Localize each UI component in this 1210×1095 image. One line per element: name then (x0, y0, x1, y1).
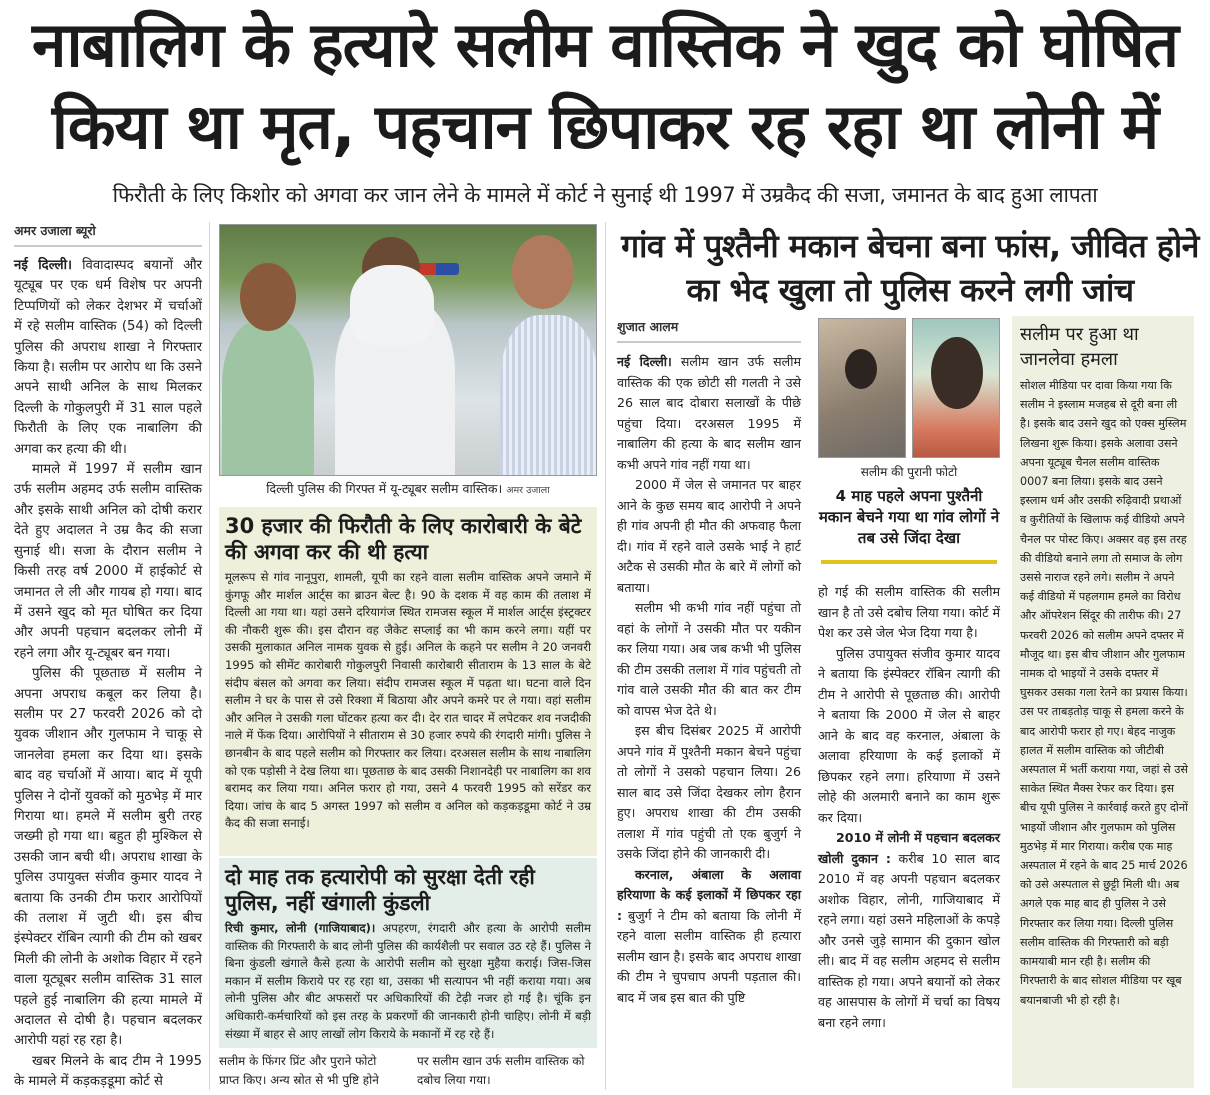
dateline: रिची कुमार, लोनी (गाजियाबाद)। (225, 921, 376, 935)
paragraph: नई दिल्ली। सलीम खान उर्फ सलीम वास्तिक की एक छोटी सी गलती ने उसे 26 साल बाद दोबारा सलाखों के पीछे पहुंचा दिया। दरअसल 1995 में नाबालिग की हत्या के बाद सलीम खान कभी अपने गांव नहीं गया था। (617, 354, 801, 472)
main-headline (0, 4, 1210, 168)
ransom-story-box (219, 507, 597, 856)
subheading: 2010 में लोनी में पहचान बदलकर खोली दुकान : (818, 830, 1000, 866)
officer-right-head (512, 235, 574, 309)
subheading: करनाल, अंबाला के अलावा हरियाणा के कई इलाकों में छिपकर रहा : (617, 866, 801, 923)
paragraph: मामले में 1997 में सलीम खान उर्फ सलीम अहमद उर्फ सलीम वास्तिक और इसके साथी अनिल को दोषी करार देते हुए अदालत ने उम्र कैद की सजा सुनाई थी। सजा के दौरान सलीम ने किसी तरह वर्ष 2000 में हाईकोर्ट से जमानत ले ली और गायब हो गया। बाद में उसने खुद को मृत घोषित कर दिया और अपनी पहचान बदलकर लोनी में रहने लगा और यू-ट्यूबर बन गया। (14, 462, 202, 661)
article-body (14, 256, 202, 1093)
face-cover-cloth (350, 265, 434, 345)
left-article (14, 222, 202, 1093)
box-story-body: रिची कुमार, लोनी (गाजियाबाद)। अपहरण, रंगदारी और हत्या के आरोपी सलीम वास्तिक की गिरफ्तारी के बाद लोनी पुलिस की कार्यशैली पर सवाल उठ रहे हैं। पुलिस ने बिना कुंडली खंगाले कैसे हत्या के आरोपी सलीम को सुरक्षा मुहैया कराई। जिस-जिस मकान में सलीम किराये पर रह रहा था, उसका भी सत्यापन भी नहीं कराया गया। अब लोनी पुलिस और बीट अफसरों पर अधिकारियों की टेढ़ी नजर हो गई है। चूंकि इन अधिकारी-कर्मचारियों को इस तरह के प्रकरणों की जानकारी होनी चाहिए। लोनी में बड़ी संख्या में बाहर से आए लाखों लोग किराये के मकानों में रह रहे हैं। (225, 921, 591, 1041)
old-photo-bearded (912, 318, 1000, 458)
paragraph: पुलिस उपायुक्त संजीव कुमार यादव ने बताया कि इंस्पेक्टर रॉबिन त्यागी की टीम ने आरोपी से पूछताछ की। आरोपी ने बताया कि 2000 में जेल से बाहर आने के बाद वह करनाल, अंबाला के अलावा हरियाणा के कई इलाकों में छिपकर रहने लगा। हरियाणा में उसने लोहे की अलमारी बनाने का काम शुरू कर दिया। (818, 645, 1000, 825)
paragraph: खबर मिलने के बाद टीम ने 1995 के मामले में कड़कड़डूमा कोर्ट से (14, 1053, 202, 1090)
old-photos-headline: 4 माह पहले अपना पुश्तैनी मकान बेचने गया था गांव लोगों ने तब उसे जिंदा देखा (818, 487, 1000, 547)
photo-credit: अमर उजाला (506, 485, 550, 496)
photo-head (931, 337, 983, 409)
continuation-part-1: सलीम के फिंगर प्रिंट और पुराने फोटो प्राप्त किए। अन्य स्रोत से भी पुष्टि होने (219, 1054, 379, 1087)
police-protection-box (219, 858, 597, 1048)
paragraph: इस बीच दिसंबर 2025 में आरोपी अपने गांव में पुश्तैनी मकान बेचने पहुंचा तो लोगों ने उसको पहचान लिया। 26 साल बाद उसे जिंदा देखकर लोग हैरान हुए। अपराध शाखा की टीम उसकी तलाश में गांव पहुंची तो एक बुजुर्ग ने उसके जिंदा होने की जानकारी दी। (617, 723, 801, 861)
byline: अमर उजाला ब्यूरो (14, 222, 202, 247)
paragraph: 2000 में जेल से जमानत पर बाहर आने के कुछ समय बाद आरोपी ने अपने ही गांव अपनी ही मौत की अफवाह फैला दी। गांव में रहने वाले उसके भाई ने हार्ट अटैक से उसकी मौत के बारे में लोगों को बताया। (617, 477, 801, 595)
article-body (617, 352, 801, 1008)
officer-left-head (240, 263, 296, 331)
paragraph: करनाल, अंबाला के अलावा हरियाणा के कई इलाकों में छिपकर रहा : बुजुर्ग ने टीम को बताया कि लोनी में रहने वाला सलीम वास्तिक ही हत्यारा सलीम खान है। इसके बाद अपराध शाखा की टीम ने चुपचाप अपनी पड़ताल की। बाद में जब इस बात की पुष्टि (617, 866, 801, 1005)
paragraph: 2010 में लोनी में पहचान बदलकर खोली दुकान : करीब 10 साल बाद 2010 में वह अपनी पहचान बदलकर अशोक विहार, लोनी, गाजियाबाद में रहने लगा। यहां उसने महिलाओं के कपड़े और उनसे जुड़े सामान की दुकान खोल ली। बाद में वह सलीम अहमद से सलीम वास्तिक हो गया। अपने बयानों को लेकर वह आसपास के लोगों में चर्चा का विषय बना रहने लगा। (818, 830, 1000, 1030)
paragraph: नई दिल्ली। विवादास्पद बयानों और यूट्यूब पर एक धर्म विशेष पर अपनी टिप्पणियों को लेकर देशभर में चर्चाओं में रहे सलीम वास्तिक (54) को दिल्ली पुलिस की अपराध शाखा ने गिरफ्तार किया है। सलीम पर आरोप था कि उसने अपने साथी अनिल के साथ मिलकर दिल्ली के गोकुलपुरी में 31 साल पहले फिरौती के लिए एक नाबालिग की अगवा कर हत्या की थी। (14, 258, 203, 457)
box-story-title: दो माह तक हत्यारोपी को सुरक्षा देती रही पुलिस, नहीं खंगाली कुंडली (225, 865, 535, 915)
left-article-continuation (219, 1052, 597, 1090)
right-article-headline: गांव में पुश्तैनी मकान बेचना बना फांस, जीवित होने का भेद खुला तो पुलिस करने लगी जांच (621, 227, 1199, 309)
officer-right-figure (500, 315, 597, 476)
headline-line-2: किया था मृत, पहचान छिपाकर रह रहा था लोनी में (51, 90, 1159, 163)
sidebar-body: सोशल मीडिया पर दावा किया गया कि सलीम ने इस्लाम मजहब से दूरी बना ली है। इसके बाद उसने खुद को एक्स मुस्लिम लिखना शुरू किया। इसके अलावा उसने अपना यूट्यूब चैनल सलीम वास्तिक 0007 बना लिया। इसके बाद उसने इस्लाम धर्म और उसकी रुढ़िवादी प्रथाओं व कुरीतियों के खिलाफ कई वीडियो अपने चैनल पर पोस्ट किए। अक्सर वह इस तरह की वीडियो बनाने लगा तो समाज के लोग उससे नाराज रहने लगे। सलीम ने अपने कई वीडियो में पहलगाम हमले का विरोध और ऑपरेशन सिंदूर की तारीफ की। 27 फरवरी 2026 को सलीम अपने दफ्तर में मौजूद था। इस बीच जीशान और गुलफाम नामक दो भाइयों ने उसके दफ्तर में घुसकर उसका गला रेतने का प्रयास किया। उस पर ताबड़तोड़ चाकू से हमला करने के बाद आरोपी फरार हो गए। बेहद नाजुक हालत में सलीम वास्तिक को जीटीबी अस्पताल में भर्ती कराया गया, जहां से उसे साकेत स्थित मैक्स रेफर कर दिया। इस बीच यूपी पुलिस ने कार्रवाई करते हुए दोनों भाइयों जीशान और गुलफाम को पुलिस मुठभेड़ में मार गिराया। करीब एक माह अस्पताल में रहने के बाद 25 मार्च 2026 को उसे अस्पताल से छुट्टी मिली थी। अब अगले एक माह बाद ही पुलिस ने उसे गिरफ्तार कर लिया गया। दिल्ली पुलिस सलीम वास्तिक की गिरफ्तारी को बड़ी कामयाबी मान रही है। सलीम की गिरफ्तारी के बाद सोशल मीडिया पर खूब बयानबाजी भी हो रही है। (1020, 379, 1188, 1007)
photo-head (845, 349, 877, 389)
continuation-part-2: पर सलीम खान उर्फ सलीम वास्तिक को दबोच लिया गया। (417, 1054, 585, 1087)
old-photo-young (818, 318, 906, 458)
article-body (818, 582, 1000, 1033)
subheadline: फिरौती के लिए किशोर को अगवा कर जान लेने के मामले में कोर्ट ने सुनाई थी 1997 में उम्रकैद की सजा, जमानत के बाद हुआ लापता (112, 183, 1098, 207)
old-photos-caption: सलीम की पुरानी फोटो (860, 465, 958, 479)
right-article-col-b (818, 582, 1000, 1033)
sidebar-title: सलीम पर हुआ था जानलेवा हमला (1020, 324, 1139, 370)
byline: शुजात आलम (617, 318, 801, 343)
right-article-col-a (617, 318, 801, 1008)
headline-line-1: नाबालिग के हत्यारे सलीम वास्तिक ने खुद को घोषित (32, 8, 1178, 81)
accent-rule (821, 560, 997, 564)
paragraph: सलीम भी कभी गांव नहीं पहुंचा तो वहां के लोगों ने उसकी मौत पर यकीन कर लिया गया। अब जब कभी भी पुलिस की टीम उसकी तलाश में गांव पहुंचती तो गांव वाले उसकी मौत की बात कर टीम को वापस भेज देते थे। (617, 600, 801, 718)
dateline: नई दिल्ली। (617, 354, 672, 369)
paragraph: हो गई की सलीम वास्तिक की सलीम खान है तो उसे दबोच लिया गया। कोर्ट में पेश कर उसे जेल भेज दिया गया है। (818, 584, 1000, 640)
paragraph: पुलिस की पूछताछ में सलीम ने अपना अपराध कबूल कर लिया है। सलीम पर 27 फरवरी 2026 को दो युवक जीशान और गुलफाम ने चाकू से जानलेवा हमला कर दिया था। इसके बाद वह चर्चाओं में आया। बाद में यूपी पुलिस ने दोनों युवकों को मुठभेड़ में मार गिराया था। हमले में सलीम बुरी तरह जख्मी हो गया था। बहुत ही मुश्किल से उसकी जान बची थी। अपराध शाखा के पुलिस उपायुक्त संजीव कुमार यादव ने बताया कि उनकी टीम फरार आरोपियों की तलाश में जुटी थी। इस बीच इंस्पेक्टर रॉबिन त्यागी की टीम को खबर मिली की लोनी के अशोक विहार में रहने वाला यूट्यूबर सलीम वास्तिक 31 साल पहले हुई नाबालिग की हत्या मामले में अदालत से दोषी है। पहचान बदलकर आरोपी यहां रह रहा है। (14, 666, 202, 1049)
photo-caption: दिल्ली पुलिस की गिरफ्त में यू-ट्यूबर सलीम वास्तिक। अमर उजाला (266, 481, 550, 496)
officer-left-figure (222, 320, 314, 476)
column-divider (605, 222, 606, 1090)
old-photos (818, 318, 1000, 458)
attack-sidebar (1012, 316, 1194, 1088)
box-story-title: 30 हजार की फिरौती के लिए कारोबारी के बेटे की अगवा कर की थी हत्या (225, 514, 582, 564)
column-divider (209, 222, 210, 1090)
box-story-body: मूलरूप से गांव नानूपुरा, शामली, यूपी का रहने वाला सलीम वास्तिक अपने जमाने में कुंगफू और मार्शल आर्ट्स का ब्राउन बेल्ट है। 90 के दशक में वह काम की तलाश में दिल्ली आ गया था। यहां उसने दरियागंज स्थित रामजस स्कूल में मार्शल आर्ट्स इंस्ट्रक्टर की नौकरी शुरू की। इस दौरान वह जैकेट सप्लाई का भी काम करने लगा। यहीं पर उसकी मुलाकात अनिल नामक युवक से हुई। अनिल के कहने पर सलीम ने 20 जनवरी 1995 को सीमेंट कारोबारी गोकुलपुरी निवासी कारोबारी सीताराम के 13 साल के बेटे संदीप बंसल को अगवा कर लिया। संदीप रामजस स्कूल में पढ़ता था। घटना वाले दिन सलीम ने घर के पास से उसे रिक्शा में बिठाया और अपने कमरे पर ले गया। वहां सलीम और अनिल ने उसकी गला घोंटकर हत्या कर दी। देर रात चादर में लपेटकर शव नजदीकी नाले में फेंक दिया। आरोपियों ने सीताराम से 30 हजार रुपये की रंगदारी मांगी। पुलिस ने छानबीन के बाद पहले सलीम को गिरफ्तार कर लिया। दरअसल सलीम के साथ नाबालिग को एक पड़ोसी ने देख लिया था। पूछताछ के बाद उसकी निशानदेही पर नाबालिग का शव बरामद कर लिया गया। अनिल फरार हो गया, उसने 4 फरवरी 1995 को सरेंडर कर दिया। जांच के बाद 5 अगस्त 1997 को सलीम व अनिल को कड़कड़डूमा कोर्ट ने उम्र कैद की सजा सनाई। (225, 570, 591, 831)
arrest-photo (219, 224, 597, 476)
dateline: नई दिल्ली। (14, 258, 72, 273)
